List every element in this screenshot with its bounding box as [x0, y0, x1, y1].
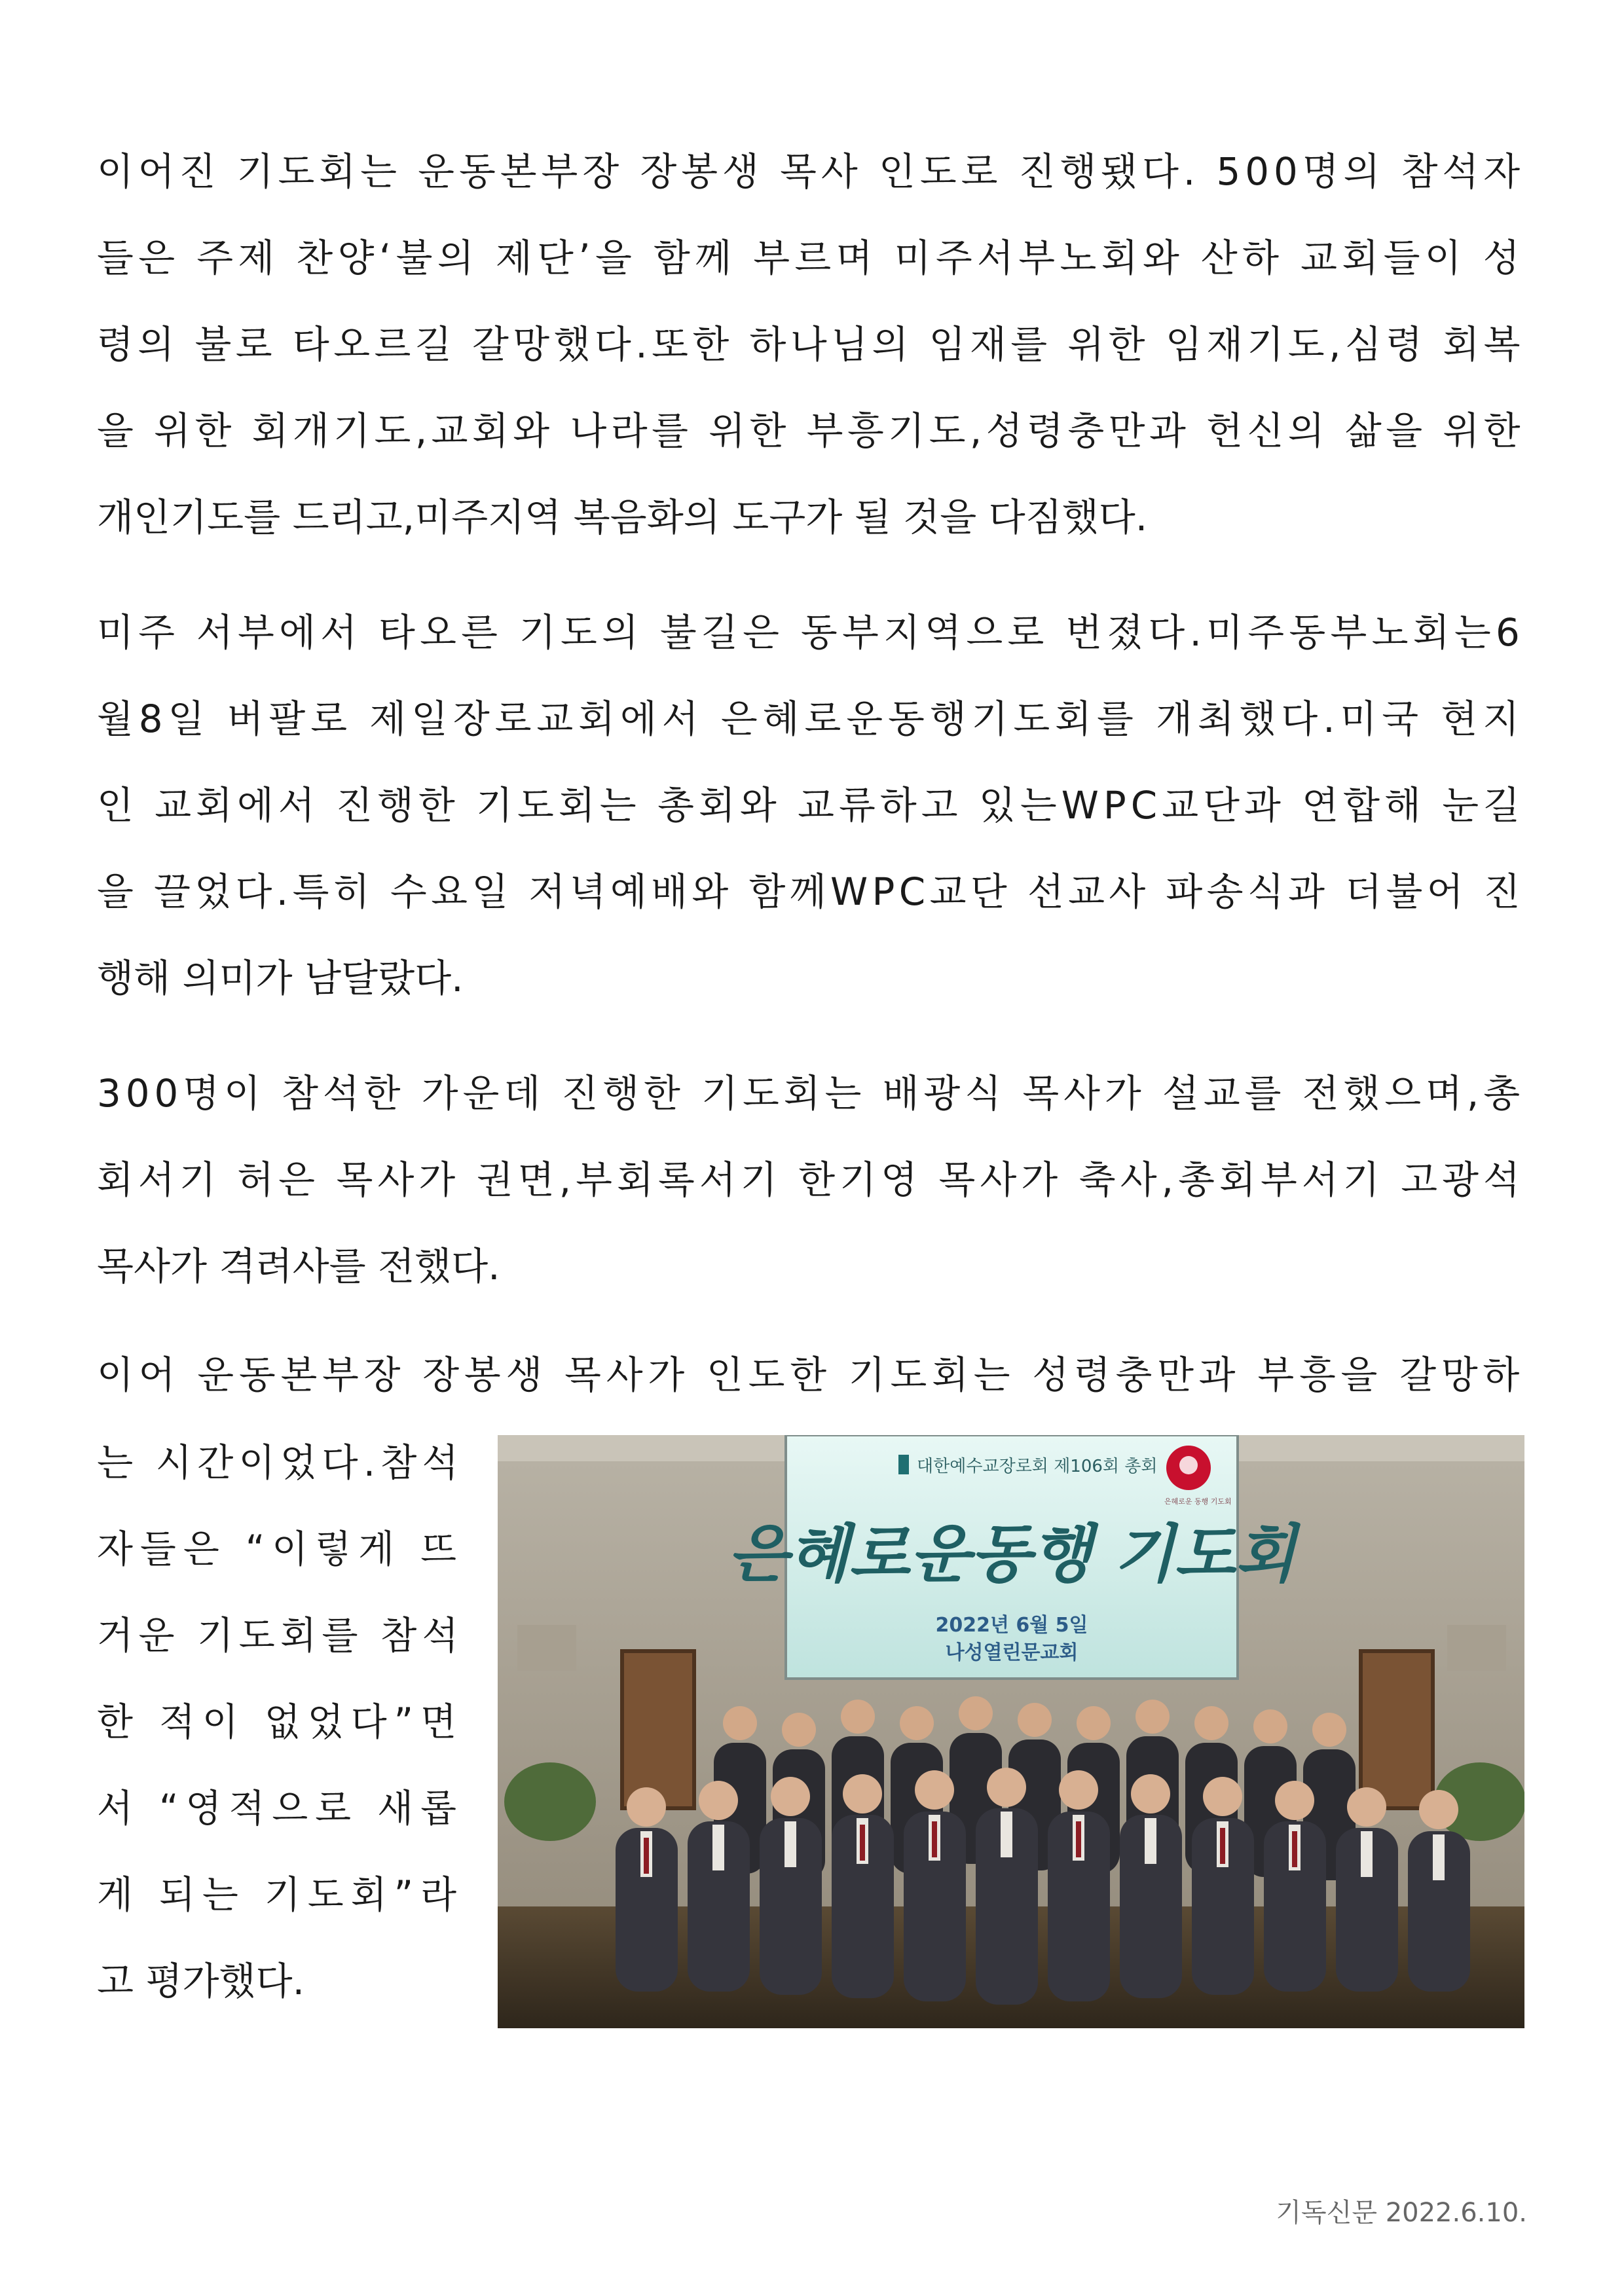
- text-line: 게 되는 기도회”라: [97, 1872, 464, 1917]
- photo-illustration: [498, 1435, 1524, 2028]
- cross-icon: [898, 1455, 909, 1474]
- paragraph-2: [97, 589, 1524, 1021]
- banner-date: 2022년 6월 5일: [935, 1614, 1088, 1637]
- paragraph-4: [97, 1332, 1524, 1418]
- paragraph-1: [97, 128, 1524, 560]
- banner-place: 나성열린문교회: [945, 1641, 1079, 1664]
- text-line: 이어 운동본부장 장봉생 목사가 인도한 기도회는 성령충만과 부흥을 갈망하: [97, 1353, 1524, 1397]
- text-line: 300명이 참석한 가운데 진행한 기도회는 배광식 목사가 설교를 전했으며,총: [97, 1071, 1524, 1116]
- text-line: 자들은 “이렇게 뜨: [97, 1527, 464, 1571]
- text-line: 개인기도를 드리고,미주지역 복음화의 도구가 될 것을 다짐했다.: [97, 495, 1148, 539]
- banner-org: 대한예수교장로회 제106회 총회: [917, 1457, 1158, 1476]
- source-credit: 기독신문 2022.6.10.: [1276, 2198, 1527, 2228]
- text-line: 서 “영적으로 새롭: [97, 1786, 464, 1831]
- banner-title: 은혜로운동행 기도회: [727, 1518, 1297, 1591]
- side-text: [97, 1419, 464, 2024]
- banner-logo-caption: 은혜로운 동행 기도회: [1164, 1497, 1232, 1506]
- text-line: 을 끌었다.특히 수요일 저녁예배와 함께WPC교단 선교사 파송식과 더불어 진: [97, 869, 1524, 914]
- text-line: 한 적이 없었다”면: [97, 1700, 464, 1744]
- text-line: 령의 불로 타오르길 갈망했다.또한 하나님의 임재를 위한 임재기도,심령 회복: [97, 322, 1524, 367]
- text-line: 월8일 버팔로 제일장로교회에서 은혜로운동행기도회를 개최했다.미국 현지: [97, 697, 1524, 741]
- group-photo: [498, 1435, 1524, 2028]
- text-line: 고 평가했다.: [97, 1959, 305, 2003]
- text-line: 목사가 격려사를 전했다.: [97, 1244, 500, 1288]
- text-line: 거운 기도회를 참석: [97, 1613, 464, 1658]
- text-line: 미주 서부에서 타오른 기도의 불길은 동부지역으로 번졌다.미주동부노회는6: [97, 610, 1524, 655]
- text-line: 을 위한 회개기도,교회와 나라를 위한 부흥기도,성령충만과 헌신의 삶을 위한: [97, 409, 1524, 453]
- text-line: 는 시간이었다.참석: [97, 1440, 464, 1485]
- text-line: 행해 의미가 남달랐다.: [97, 956, 464, 1000]
- text-line: 들은 주제 찬양‘불의 제단’을 함께 부르며 미주서부노회와 산하 교회들이 성: [97, 236, 1524, 280]
- text-line: 회서기 허은 목사가 권면,부회록서기 한기영 목사가 축사,총회부서기 고광석: [97, 1157, 1524, 1202]
- text-line: 이어진 기도회는 운동본부장 장봉생 목사 인도로 진행됐다. 500명의 참석자: [97, 149, 1524, 194]
- paragraph-3: [97, 1050, 1524, 1309]
- text-line: 인 교회에서 진행한 기도회는 총회와 교류하고 있는WPC교단과 연합해 눈길: [97, 783, 1524, 828]
